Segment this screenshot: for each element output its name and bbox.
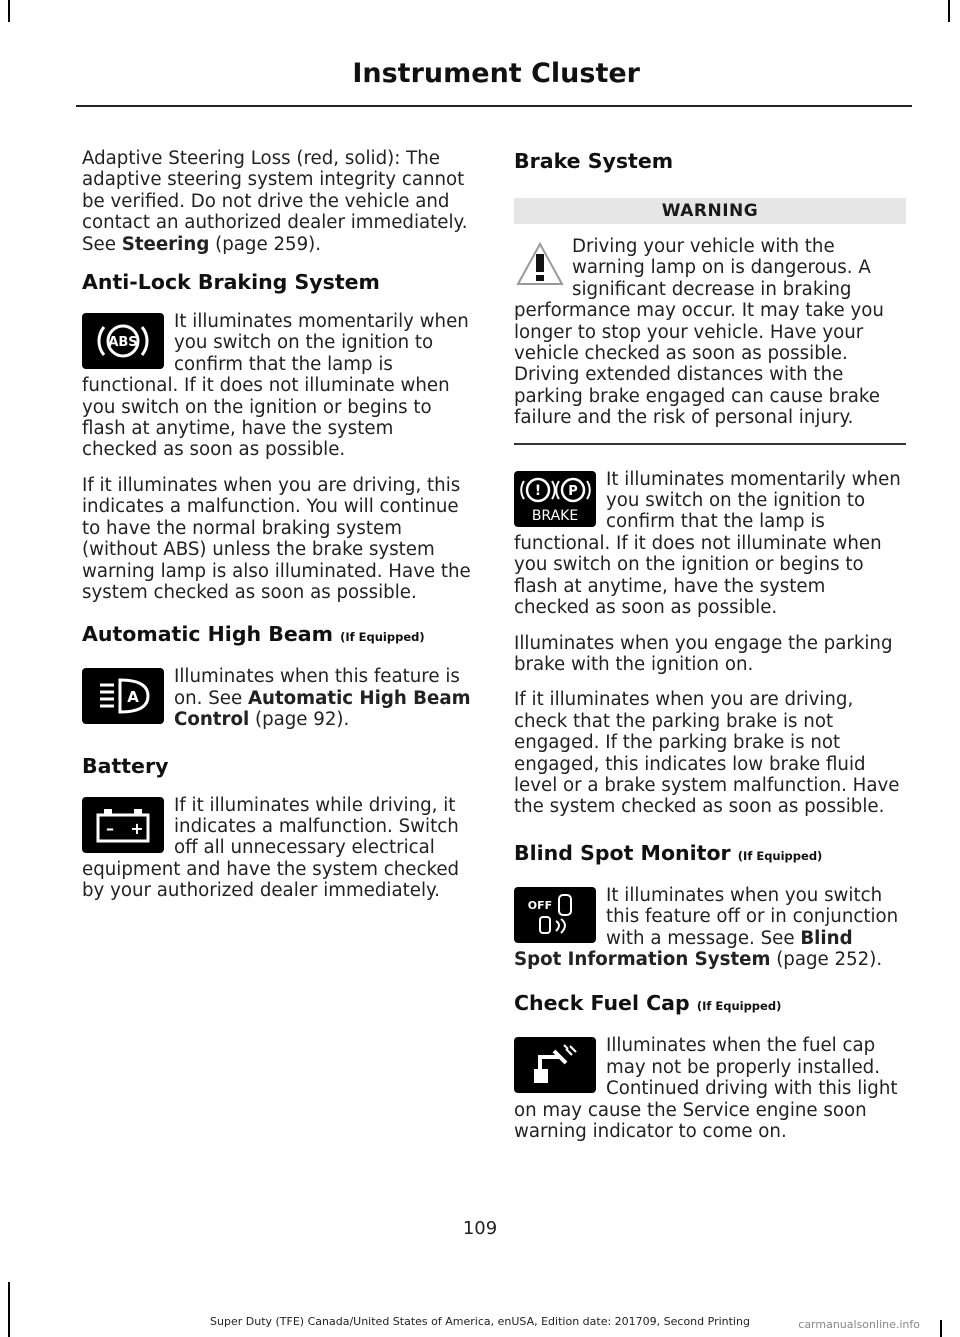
abs-paragraph-2: If it illuminates when you are driving, this indicates a malfunction. You will continue to have the normal braking system (without ABS) unless the brake system warning lamp is also illuminated. Have the system checked as soon as possible.: [82, 474, 471, 603]
svg-text:A: A: [127, 688, 139, 707]
left-column: [82, 148, 474, 916]
header-rule: [76, 105, 912, 107]
battery-icon: [82, 797, 164, 853]
right-column: [514, 148, 906, 1156]
fuel-cap-heading: Check Fuel Cap (If Equipped): [514, 991, 782, 1016]
steering-link[interactable]: Steering: [121, 233, 210, 255]
brake-paragraph-3: If it illuminates when you are driving, check that the parking brake is not engaged. If the parking brake is not engaged, this indicates low brake fluid level or a brake system malfunction. Have the system checked as soon as possible.: [514, 689, 900, 818]
warning-rule: [514, 443, 906, 445]
crop-mark-top-right: [948, 0, 950, 22]
svg-text:P: P: [568, 483, 578, 499]
abs-heading: Anti-Lock Braking System: [82, 270, 380, 295]
battery-heading: Battery: [82, 753, 169, 778]
svg-text:OFF: OFF: [527, 898, 553, 912]
brake-icon: [514, 471, 596, 527]
fuel-cap-icon: [514, 1037, 596, 1093]
auto-high-beam-heading: Automatic High Beam (If Equipped): [82, 622, 425, 647]
warning-banner: WARNING: [514, 198, 906, 224]
auto-high-beam-paragraph: Illuminates when this feature is on. See Automatic High Beam Control (page 92).: [174, 666, 471, 731]
brake-paragraph-1: It illuminates momentarily when you switch on the ignition to confirm that the lamp is functional. If it does not illuminate when you switch on the ignition or begins to flash at anytime, have the system checked as soon as possible.: [514, 468, 901, 619]
crop-mark-top-left: [8, 0, 10, 22]
svg-text:–: –: [106, 818, 114, 838]
battery-paragraph: If it illuminates while driving, it indicates a malfunction. Switch off all unnecessary electrical equipment and have the system checked by your authorized dealer immediately.: [82, 794, 460, 902]
brake-heading: Brake System: [514, 149, 674, 173]
abs-icon: [82, 313, 164, 369]
blind-spot-link[interactable]: Blind Spot Information System: [514, 927, 853, 970]
svg-text:+: +: [130, 818, 144, 838]
svg-text:!: !: [534, 482, 542, 499]
crop-mark-bottom-left: [8, 1282, 10, 1337]
brake-paragraph-2: Illuminates when you engage the parking brake with the ignition on.: [514, 632, 893, 675]
abs-paragraph-1: It illuminates momentarily when you switch on the ignition to confirm that the lamp is functional. If it does not illuminate when you switch on the ignition or begins to flash at anytime, have the system checked as soon as possible.: [82, 311, 469, 461]
fuel-cap-paragraph: Illuminates when the fuel cap may not be properly installed. Continued driving with this light on may cause the Service engine soon warning indicator to come on.: [514, 1035, 898, 1142]
auto-high-beam-icon: [82, 668, 164, 724]
warning-triangle-icon: [514, 238, 566, 294]
blind-spot-icon: [514, 887, 596, 943]
edition-note: Super Duty (TFE) Canada/United States of America, enUSA, Edition date: 201709, Second Printing: [210, 1315, 750, 1328]
blind-spot-paragraph: It illuminates when you switch this feature off or in conjunction with a message. See Blind Spot Information System (page 252).: [514, 884, 899, 970]
svg-text:ABS: ABS: [108, 335, 138, 351]
page-number: 109: [462, 1218, 498, 1239]
page-title: Instrument Cluster: [352, 58, 640, 89]
brake-warning-text: Driving your vehicle with the warning lamp on is dangerous. A significant decrease in braking performance may occur. It may take you longer to stop your vehicle. Have your vehicle checked as soon as possible. Driving extended distances with the parking brake engaged can cause brake failure and the risk of personal injury.: [514, 236, 884, 429]
adaptive-steering-paragraph: Adaptive Steering Loss (red, solid): The adaptive steering system integrity cannot be verified. Do not drive the vehicle and contact an authorized dealer immediately. See Steering (page 259).: [82, 148, 468, 255]
blind-spot-heading: Blind Spot Monitor (If Equipped): [514, 840, 823, 865]
svg-text:BRAKE: BRAKE: [531, 507, 579, 524]
auto-high-beam-link[interactable]: Automatic High Beam Control: [174, 687, 471, 731]
watermark: carmanualsonline.info: [798, 1318, 920, 1331]
